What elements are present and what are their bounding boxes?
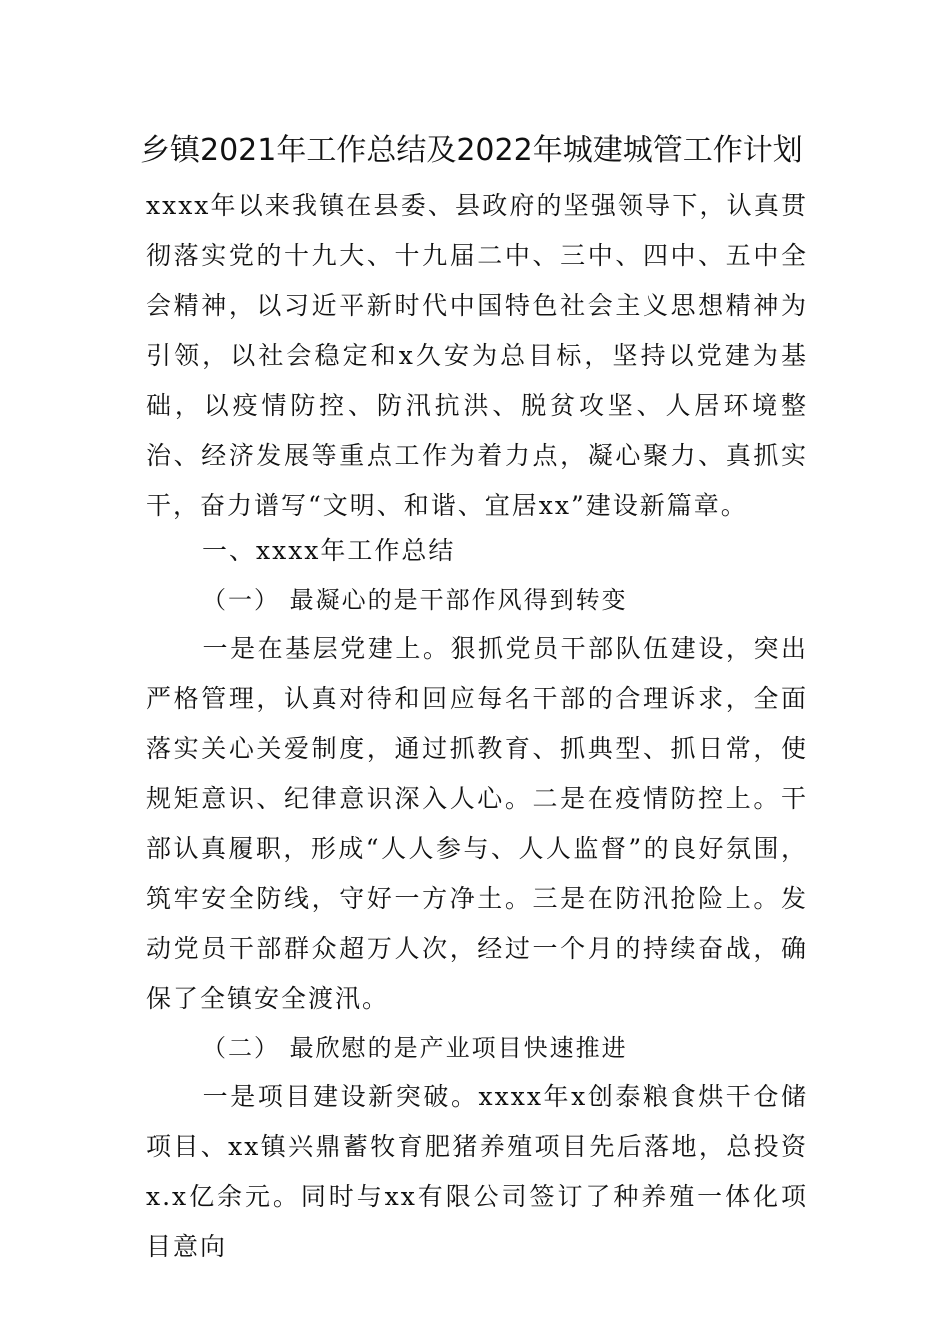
paragraph-cadre-style-text: 一是在基层党建上。狠抓党员干部队伍建设，突出严格管理，认真对待和回应每名干部的合理诉求，全面落实关心关爱制度，通过抓教育、抓典型、抓日常，使规矩意识、纪律意识深入人心。二是在疫情防控上。干部认真履职，形成“人人参与、人人监督”的良好氛围，筑牢安全防线，守好一方净土。三是在防汛抢险上。发动党员干部群众超万人次，经过一个月的持续奋战，确保了全镇安全渡汛。 xyxy=(146,634,808,1013)
document-title: 乡镇2021年工作总结及2022年城建城管工作计划 xyxy=(140,133,803,168)
sub-heading-industry-projects: （二） 最欣慰的是产业项目快速推进 xyxy=(202,1034,628,1062)
intro-text: xxxx年以来我镇在县委、县政府的坚强领导下，认真贯彻落实党的十九大、十九届二中、三中、四中、五中全会精神，以习近平新时代中国特色社会主义思想精神为引领，以社会稳定和x久安为总目标，坚持以党建为基础，以疫情防控、防汛抗洪、脱贫攻坚、人居环境整治、经济发展等重点工作为着力点，凝心聚力、真抓实干，奋力谱写“文明、和谐、宜居xx”建设新篇章。 xyxy=(146,191,808,520)
sub-heading-cadre-style: （一） 最凝心的是干部作风得到转变 xyxy=(202,586,628,614)
paragraph-cadre-style xyxy=(146,624,808,1024)
paragraph-industry-projects xyxy=(146,1072,808,1272)
intro-paragraph xyxy=(146,181,808,531)
paragraph-industry-projects-text: 一是项目建设新突破。xxxx年x创泰粮食烘干仓储项目、xx镇兴鼎蓄牧育肥猪养殖项目先后落地，总投资x.x亿余元。同时与xx有限公司签订了种养殖一体化项目意向 xyxy=(146,1082,808,1261)
section-heading-summary: 一、xxxx年工作总结 xyxy=(202,536,456,565)
